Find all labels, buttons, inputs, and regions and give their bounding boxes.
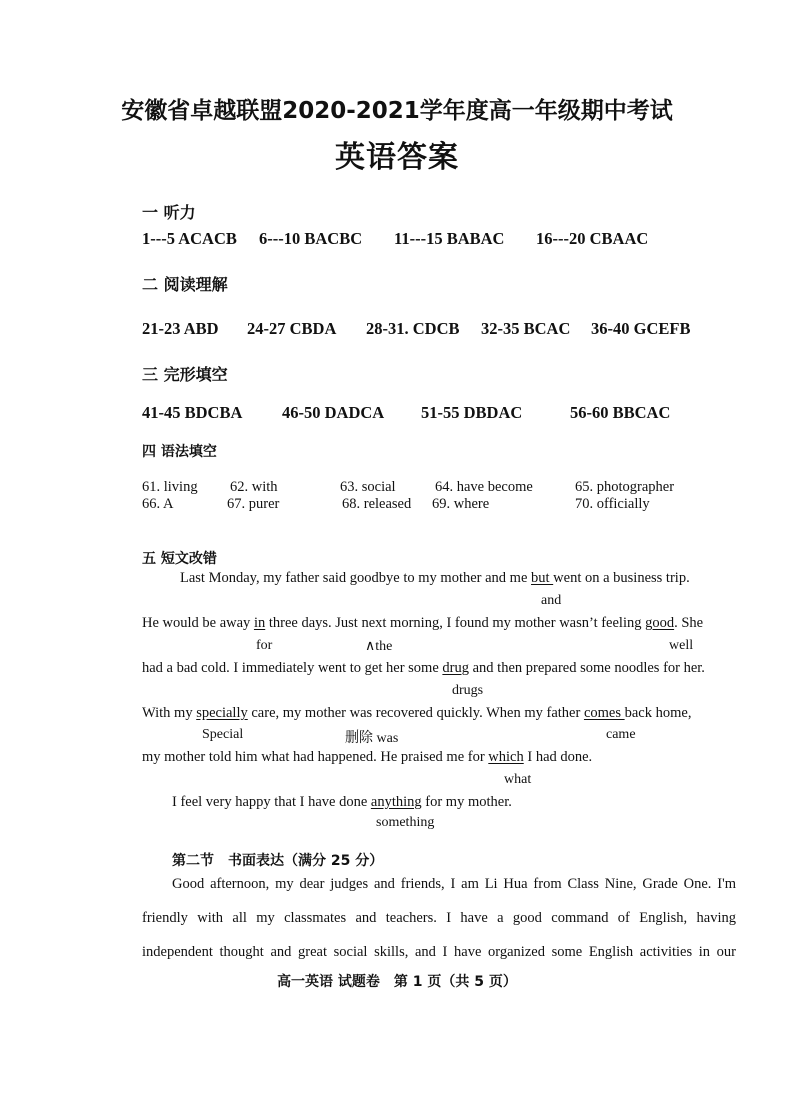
grammar-answer: 69. where [432, 496, 490, 512]
section-heading-grammar: 四 语法填空 [142, 444, 217, 460]
correction-line: With my specially care, my mother was recovered quickly. When my father comes back home, [142, 705, 692, 721]
grammar-answer: 64. have become [435, 479, 533, 495]
answer-group: 56-60 BBCAC [570, 403, 671, 422]
essay-line: independent thought and great social skills, and I have organized some English activities in our [142, 944, 736, 960]
grammar-answer: 61. living [142, 479, 198, 495]
correction-fix: drugs [452, 683, 484, 698]
answer-group: 24-27 CBDA [247, 319, 337, 338]
correction-fix: something [376, 815, 435, 830]
section-heading-cloze: 三 完形填空 [142, 365, 228, 384]
correction-fix: what [504, 772, 532, 787]
section-heading-correction: 五 短文改错 [142, 551, 217, 567]
error-word: drug [442, 660, 469, 676]
essay-line: Good afternoon, my dear judges and friends, I am Li Hua from Class Nine, Grade One. I'm [172, 876, 736, 892]
page-title: 英语答案 [335, 140, 459, 175]
correction-fix: well [669, 638, 694, 653]
error-word: specially [196, 705, 248, 721]
section-heading-reading: 二 阅读理解 [142, 275, 228, 294]
grammar-answer: 66. A [142, 496, 174, 512]
answer-group: 32-35 BCAC [481, 319, 571, 338]
correction-fix: ∧the [365, 639, 393, 654]
answer-group: 6---10 BACBC [259, 229, 363, 248]
correction-fix: for [256, 638, 273, 653]
correction-fix: and [541, 593, 562, 608]
answer-group: 1---5 ACACB [142, 229, 237, 248]
correction-line: Last Monday, my father said goodbye to my mother and me but went on a business trip. [180, 570, 690, 586]
essay-line: friendly with all my classmates and teachers. I have a good command of English, having [142, 910, 736, 926]
error-word: anything [370, 794, 422, 810]
grammar-answer: 63. social [340, 479, 396, 495]
answer-group: 11---15 BABAC [394, 229, 505, 248]
grammar-answer: 65. photographer [575, 479, 675, 495]
grammar-answer: 68. released [342, 496, 412, 512]
error-word: which [488, 749, 524, 765]
grammar-answer: 67. purer [227, 496, 280, 512]
grammar-answer: 70. officially [575, 496, 650, 512]
correction-fix: 删除 was [345, 731, 399, 746]
answer-group: 51-55 DBDAC [421, 403, 523, 422]
correction-line: my mother told him what had happened. He praised me for which I had done. [142, 749, 593, 765]
exam-title: 安徽省卓越联盟2020-2021学年度高一年级期中考试 [121, 98, 673, 124]
correction-line: had a bad cold. I immediately went to get her some drug and then prepared some noodles for her. [142, 660, 705, 676]
section-heading-writing: 第二节 书面表达（满分 25 分） [172, 853, 384, 869]
error-word: good [645, 615, 675, 631]
answer-group: 21-23 ABD [142, 319, 219, 338]
grammar-answer: 62. with [230, 479, 278, 495]
correction-fix: Special [202, 727, 244, 742]
error-word: in [253, 615, 266, 631]
section-heading-listening: 一 听力 [142, 203, 196, 222]
answer-group: 41-45 BDCBA [142, 403, 243, 422]
page-footer: 高一英语 试题卷 第 1 页（共 5 页） [277, 974, 517, 990]
error-word: comes [583, 705, 625, 721]
correction-line: I feel very happy that I have done anything for my mother. [172, 794, 512, 810]
correction-line: He would be away in three days. Just next morning, I found my mother wasn’t feeling good. She [142, 615, 704, 631]
correction-fix: came [606, 727, 636, 742]
answer-group: 16---20 CBAAC [536, 229, 649, 248]
answer-group: 28-31. CDCB [366, 319, 460, 338]
answer-group: 46-50 DADCA [282, 403, 385, 422]
answer-group: 36-40 GCEFB [591, 319, 691, 338]
error-word: but [531, 570, 554, 586]
